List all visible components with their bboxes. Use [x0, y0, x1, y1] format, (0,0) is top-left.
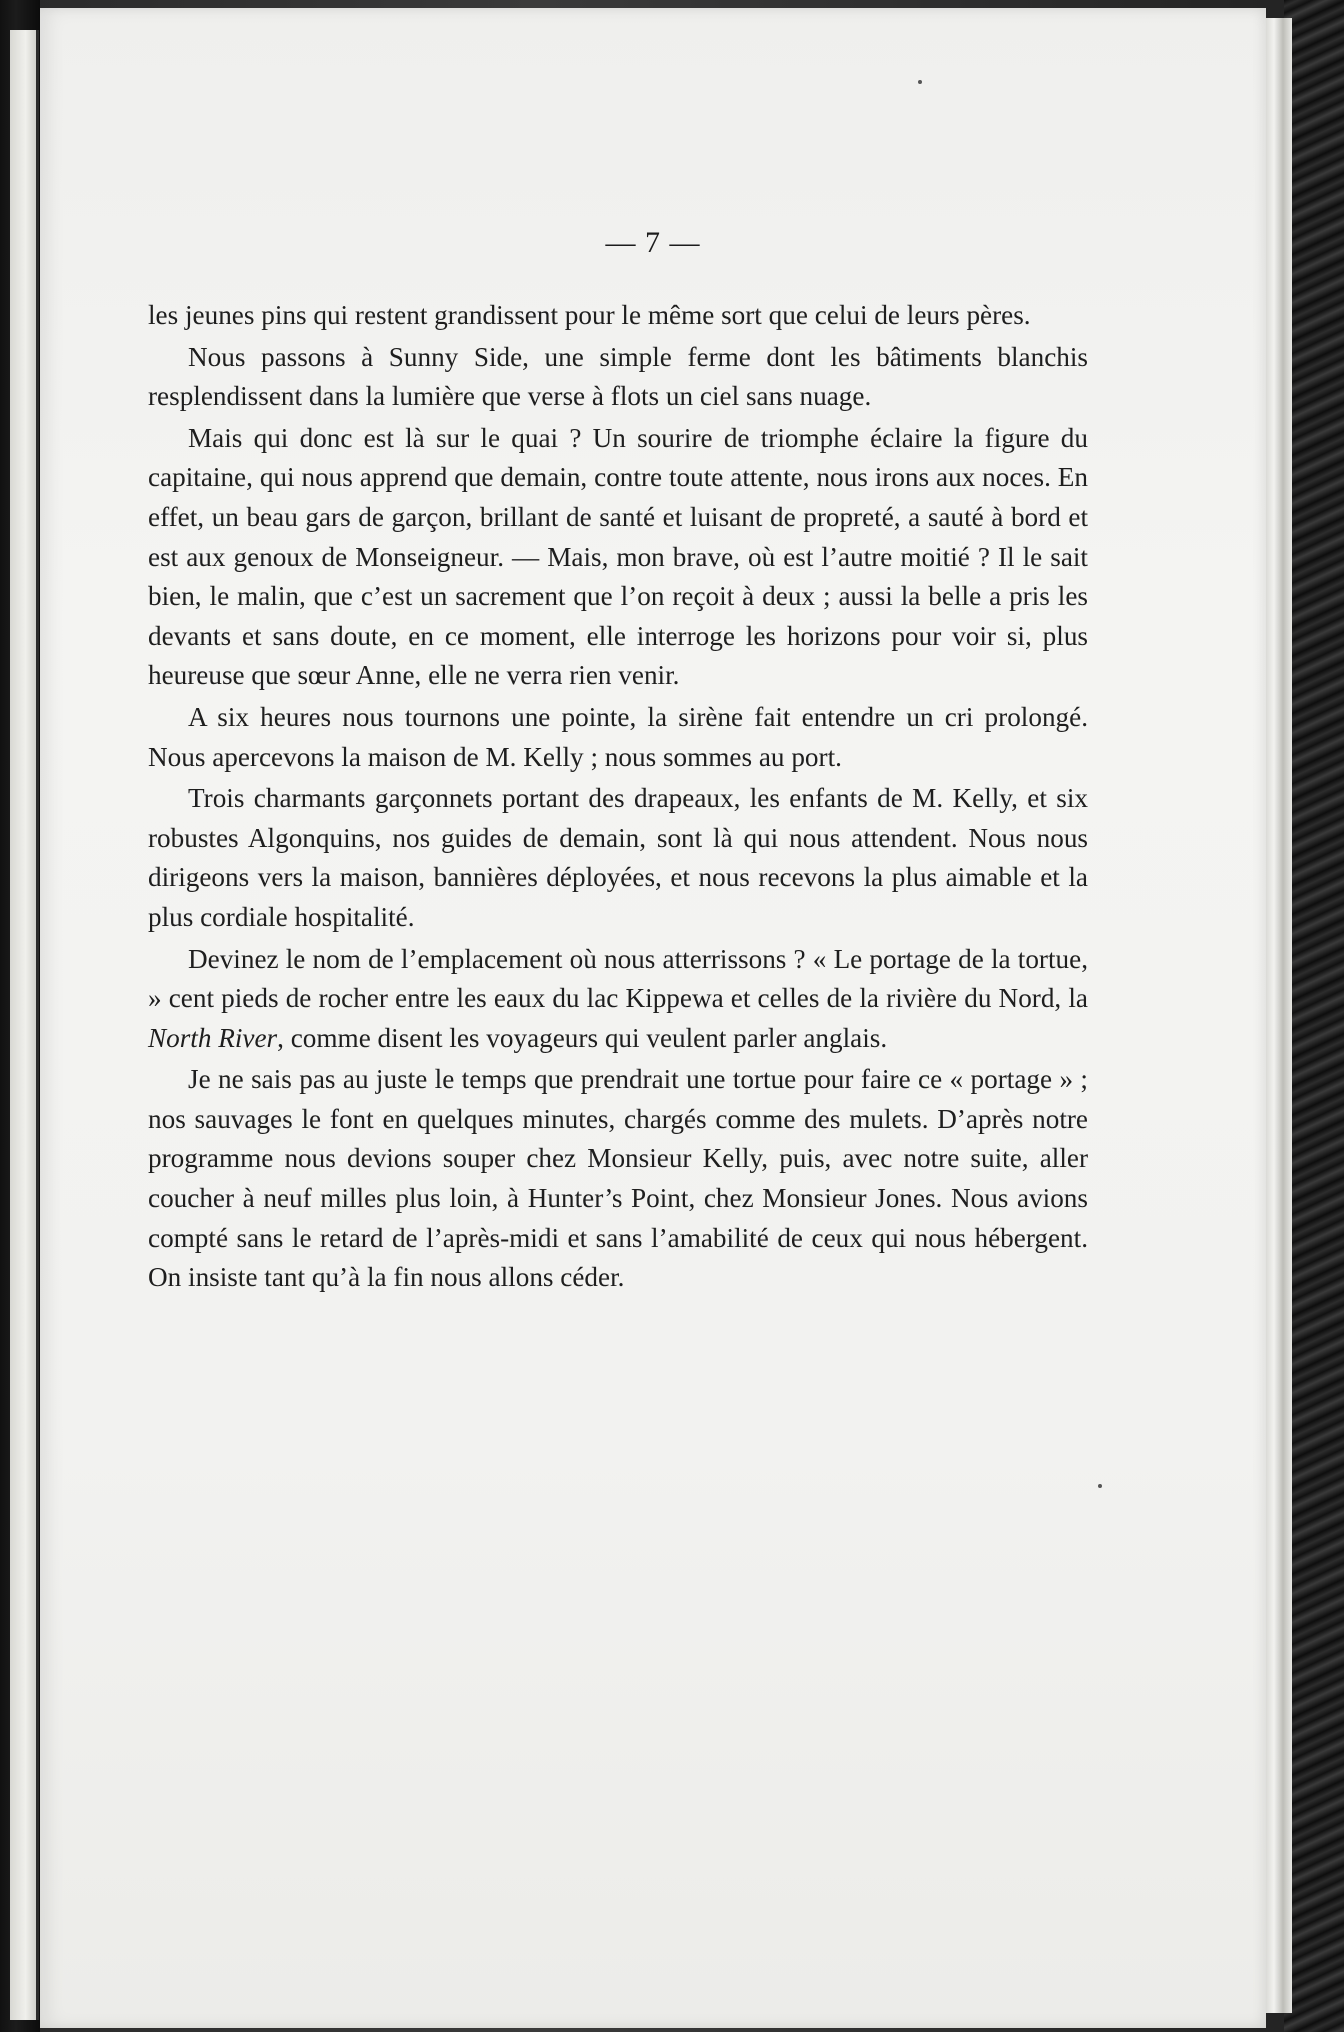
paragraph-5: Trois charmants garçonnets portant des drapeaux, les enfants de M. Kelly, et six robustes Algonquins, nos guides de demain, sont là qui nous attendent. Nous nous dirigeons vers la maison, bannières déployées, et nous recevons la plus aimable et la plus cordiale hospitalité.: [148, 783, 1088, 932]
paragraph-6-text-before: Devinez le nom de l’emplacement où nous atterrissons ? « Le portage de la tortue, » cent pieds de rocher entre les eaux du lac Kippewa et celles de la rivière du Nord, la: [148, 943, 1088, 1014]
paragraph-4: A six heures nous tournons une pointe, la sirène fait entendre un cri prolongé. Nous apercevons la maison de M. Kelly ; nous sommes au port.: [148, 701, 1088, 772]
paragraph-3: Mais qui donc est là sur le quai ? Un sourire de triomphe éclaire la figure du capitaine, qui nous apprend que demain, contre toute attente, nous irons aux noces. En effet, un beau gars de garçon, brillant de santé et luisant de propreté, a sauté à bord et est aux genoux de Monseigneur. — Mais, mon brave, où est l’autre moitié ? Il le sait bien, le malin, que c’est un sacrement que l’on reçoit à deux ; aussi la belle a pris les devants et sans doute, en ce moment, elle interroge les horizons pour voir si, plus heureuse que sœur Anne, elle ne verra rien venir.: [148, 422, 1088, 691]
previous-page-edge: [10, 30, 39, 2020]
paragraph-1: les jeunes pins qui restent grandissent pour le même sort que celui de leurs pères.: [148, 300, 1031, 330]
page-number: — 7 —: [605, 226, 701, 259]
paragraph-7: Je ne sais pas au juste le temps que prendrait une tortue pour faire ce « portage » ; nos sauvages le font en quelques minutes, chargés comme des mulets. D’après notre programme nous devions souper chez Monsieur Kelly, puis, avec notre suite, aller coucher à neuf milles plus loin, à Hunter’s Point, chez Monsieur Jones. Nous avions compté sans le retard de l’après-midi et sans l’amabilité de ceux qui nous hébergent. On insiste tant qu’à la fin nous allons céder.: [148, 1064, 1088, 1293]
page-stack-edge: [1262, 18, 1292, 2013]
paragraph-6-italic-north-river: North River: [148, 1022, 278, 1053]
right-dark-background: [1284, 0, 1344, 2032]
paper-speck: [918, 80, 922, 84]
paper-speck: [1098, 1484, 1102, 1488]
left-binding-edge: [0, 0, 40, 2032]
paragraph-6: [148, 940, 1088, 1059]
book-page: [40, 8, 1266, 2028]
paragraph-6-text-after: , comme disent les voyageurs qui veulent parler anglais.: [277, 1022, 888, 1053]
paragraph-2: Nous passons à Sunny Side, une simple ferme dont les bâtiments blanchis resplendissent dans la lumière que verse à flots un ciel sans nuage.: [148, 341, 1088, 412]
page-body-text: [148, 296, 1088, 1300]
